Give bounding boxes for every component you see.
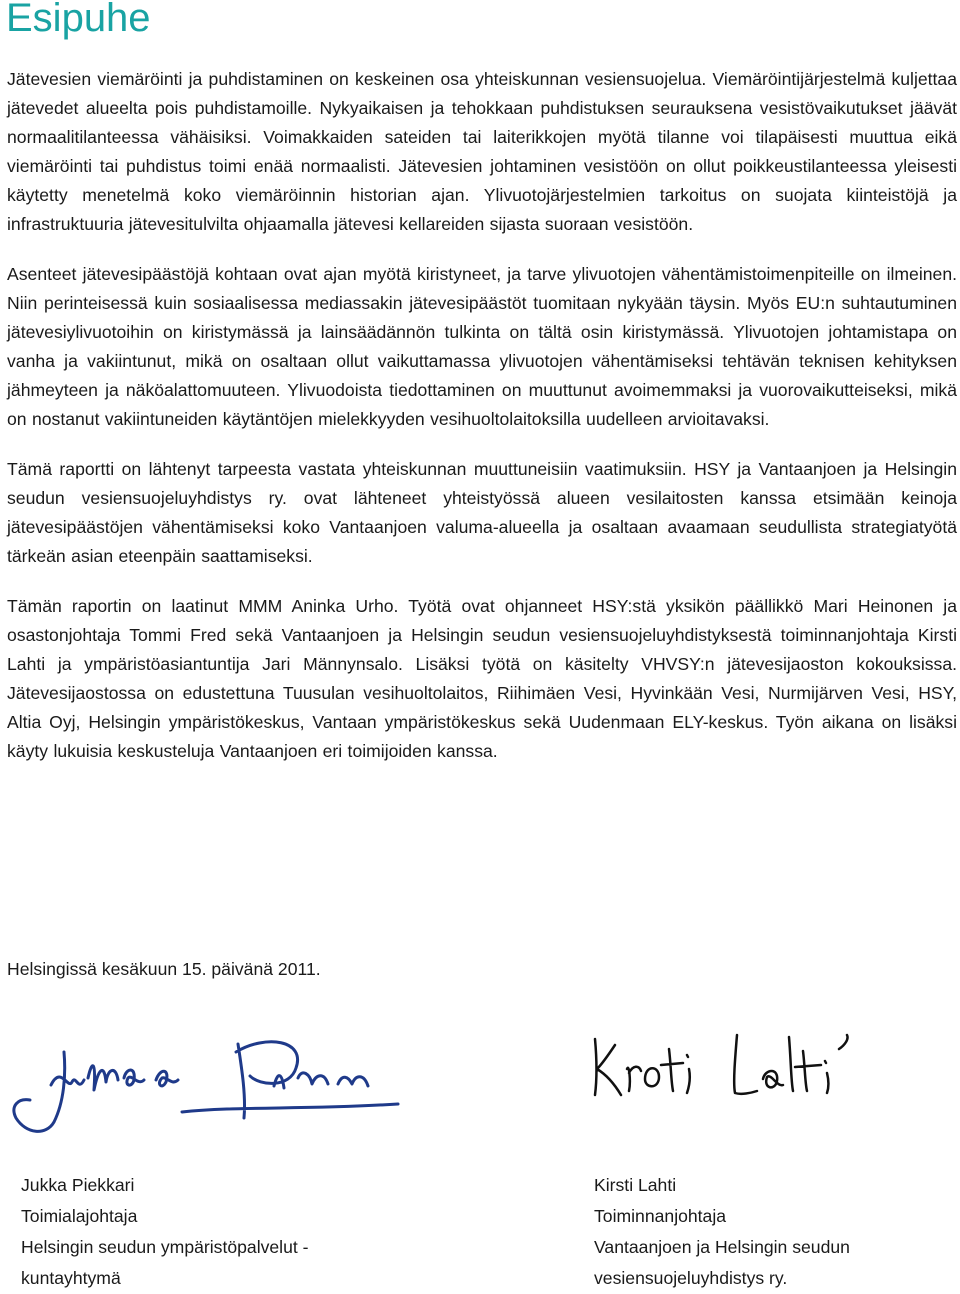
body-text (7, 65, 957, 787)
signature-kirsti-lahti (585, 1025, 875, 1105)
signatory-title: Toiminnanjohtaja (594, 1206, 727, 1226)
signatory-organization-cont: vesiensuojeluyhdistys ry. (594, 1268, 788, 1288)
paragraph-intro: Jätevesien viemäröinti ja puhdistaminen on keskeinen osa yhteiskunnan vesiensuojelua. Viemäröintijärjestelmä kuljettaa jätevedet alueelta pois puhdistamoille. Nykyaikaisen ja tehokkaan puhdistuksen seurauksena vesistövaikutukset jäävät normaalitilanteessa vähäisiksi. Voimakkaiden sateiden tai laiterikkojen myötä tilanne voi tilapäisesti muuttua eikä viemäröinti tai puhdistus toimi enää normaalisti. Jätevesien johtaminen vesistöön on ollut poikkeustilanteessa yleisesti käytetty menetelmä koko viemäröinnin historian ajan. Ylivuotojärjestelmien tarkoitus on suojata kiinteistöjä ja infrastruktuuria jätevesitulvilta ohjaamalla jätevesi kellareiden sijasta suoraan vesistöön. (7, 69, 957, 234)
paragraph-report-purpose: Tämä raportti on lähtenyt tarpeesta vastata yhteiskunnan muuttuneisiin vaatimuksiin. HSY ja Vantaanjoen ja Helsingin seudun vesiensuojeluyhdistys ry. ovat lähteneet yhteistyössä alueen vesilaitosten kanssa etsimään keinoja jätevesipäästöjen vähentämiseksi koko Vantaanjoen valuma-alueella ja osaltaan avaamaan seudullista strategiatyötä tärkeän asian eteenpäin saattamiseksi. (7, 459, 957, 566)
signatory-title: Toimialajohtaja (21, 1206, 138, 1226)
signatory-organization: Vantaanjoen ja Helsingin seudun (594, 1237, 850, 1257)
signatory-block-1 (21, 1170, 381, 1294)
signatory-block-2 (594, 1170, 934, 1294)
page-title: Esipuhe (6, 0, 151, 40)
signatory-organization: Helsingin seudun ympäristöpalvelut - (21, 1237, 309, 1257)
paragraph-authors: Tämän raportin on laatinut MMM Aninka Urho. Työtä ovat ohjanneet HSY:stä yksikön päällikkö Mari Heinonen ja osastonjohtaja Tommi Fred sekä Vantaanjoen ja Helsingin seudun vesiensuojeluyhdistyksestä toiminnanjohtaja Kirsti Lahti ja ympäristöasiantuntija Jari Männynsalo. Lisäksi työtä on käsitelty VHVSY:n jätevesijaoston kokouksissa. Jätevesijaostossa on edustettuna Tuusulan vesihuoltolaitos, Riihimäen Vesi, Hyvinkään Vesi, Nurmijärven Vesi, HSY, Altia Oyj, Helsingin ympäristökeskus, Vantaan ympäristökeskus sekä Uudenmaan ELY-keskus. Työn aikana on lisäksi käyty lukuisia keskusteluja Vantaanjoen eri toimijoiden kanssa. (7, 596, 957, 761)
signatory-name: Jukka Piekkari (21, 1175, 135, 1195)
signature-jukka-piekkari (6, 1030, 406, 1140)
signatory-organization-cont: kuntayhtymä (21, 1268, 121, 1288)
paragraph-attitudes: Asenteet jätevesipäästöjä kohtaan ovat ajan myötä kiristyneet, ja tarve ylivuotojen vähentämistoimenpiteille on ilmeinen. Niin perinteisessä kuin sosiaalisessa mediassakin jätevesipäästöt tuomitaan nykyään täysin. Myös EU:n suhtautuminen jätevesiylivuotoihin on kiristymässä ja lainsäädännön tulkinta on tältä osin kiristymässä. Ylivuotojen johtamistapa on vanha ja vakiintunut, mikä on osaltaan ollut vaikuttamassa ylivuotojen vähentämiseksi tehtävän teknisen kehityksen jähmeyteen ja näköalattomuuteen. Ylivuodoista tiedottaminen on muuttunut avoimemmaksi ja vuorovaikutteiseksi, mikä on nostanut vakiintuneiden käytäntöjen mielekkyyden vesihuoltolaitoksilla uudelleen arvioitavaksi. (7, 264, 957, 429)
signatory-name: Kirsti Lahti (594, 1175, 677, 1195)
dateline: Helsingissä kesäkuun 15. päivänä 2011. (7, 959, 321, 979)
